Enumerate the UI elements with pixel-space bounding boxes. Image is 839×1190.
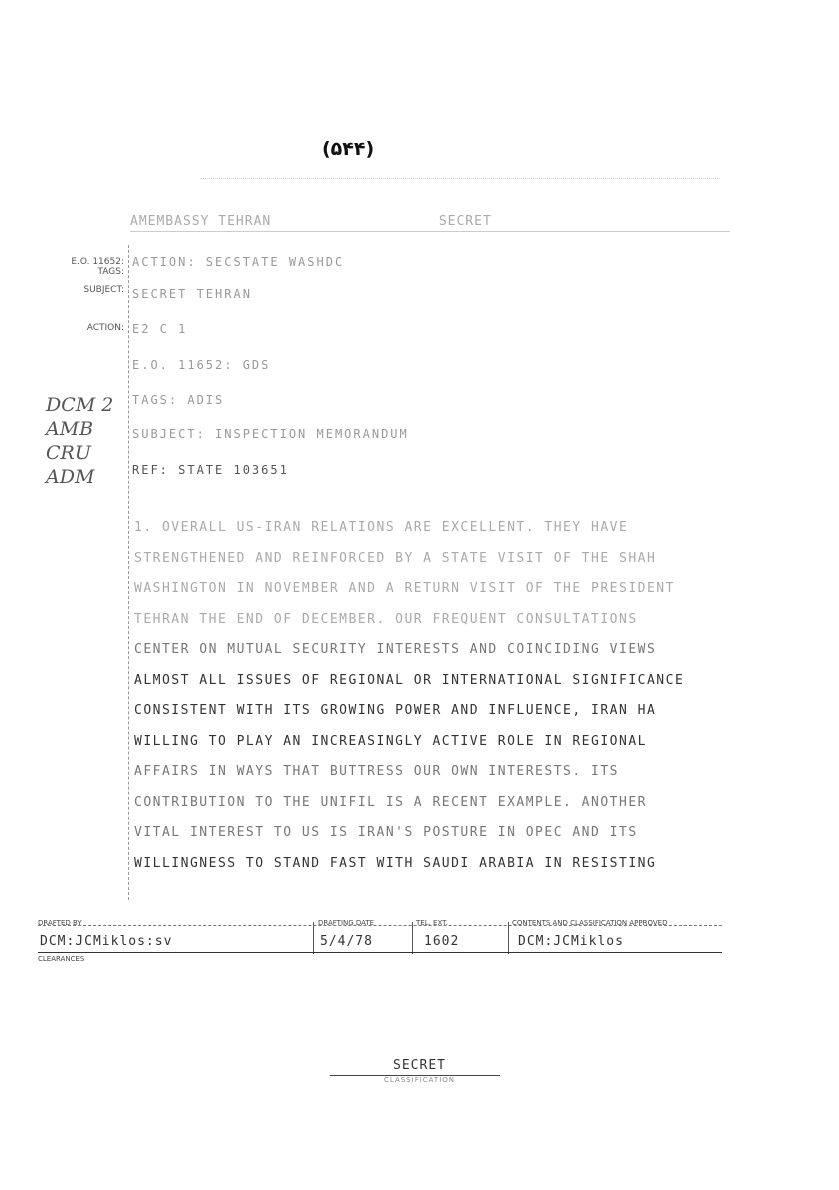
footer-underline bbox=[38, 952, 722, 953]
body-line: TEHRAN THE END OF DECEMBER. OUR FREQUENT CONSULTATIONS bbox=[134, 611, 638, 627]
from-line bbox=[130, 214, 730, 232]
body-line: CENTER ON MUTUAL SECURITY INTERESTS AND COINCIDING VIEWS bbox=[134, 642, 657, 657]
header-tags: TAGS: ADIS bbox=[132, 393, 225, 407]
body-line: 1. OVERALL US-IRAN RELATIONS ARE EXCELLENT. THEY HAVE bbox=[134, 520, 629, 535]
drafted-by-value: DCM:JCMiklos:sv bbox=[40, 934, 173, 949]
header-action: ACTION: SECSTATE WASHDC bbox=[132, 255, 345, 269]
body-line: VITAL INTEREST TO US IS IRAN'S POSTURE IN OPEC AND ITS bbox=[134, 825, 638, 840]
header-action2: E2 C 1 bbox=[132, 322, 188, 336]
from-origin: AMEMBASSY TEHRAN bbox=[130, 214, 272, 229]
drafted-by-label: DRAFTED BY bbox=[38, 919, 82, 927]
clearances-label: CLEARANCES bbox=[38, 955, 85, 963]
margin-label-eo: E.O. 11652: bbox=[71, 257, 124, 267]
message-body bbox=[134, 513, 824, 879]
header-eo: E.O. 11652: GDS bbox=[132, 358, 271, 372]
body-line: WILLINGNESS TO STAND FAST WITH SAUDI ARABIA IN RESISTING bbox=[134, 855, 657, 871]
header-subj: SUBJECT: INSPECTION MEMORANDUM bbox=[132, 427, 409, 441]
handwriting-line: DCM 2 bbox=[46, 394, 114, 416]
body-line: ALMOST ALL ISSUES OF REGIONAL OR INTERNATIONAL SIGNIFICANCE bbox=[134, 672, 685, 688]
margin-label-subject: SUBJECT: bbox=[83, 285, 124, 295]
handwriting-line: AMB bbox=[46, 418, 94, 440]
body-line: WILLING TO PLAY AN INCREASINGLY ACTIVE ROLE IN REGIONAL bbox=[134, 733, 647, 749]
header-subject: SECRET TEHRAN bbox=[132, 287, 252, 301]
handwritten-routing bbox=[46, 393, 126, 489]
tel-ext-label: TEL. EXT. bbox=[416, 919, 448, 927]
body-line: AFFAIRS IN WAYS THAT BUTTRESS OUR OWN INTERESTS. ITS bbox=[134, 764, 619, 779]
classification-sublabel: CLASSIFICATION bbox=[384, 1076, 455, 1084]
classification-marking: SECRET bbox=[393, 1058, 446, 1073]
faint-header-line bbox=[200, 178, 720, 189]
body-line: CONSISTENT WITH ITS GROWING POWER AND INFLUENCE, IRAN HA bbox=[134, 703, 657, 718]
approved-by-value: DCM:JCMiklos bbox=[518, 934, 624, 949]
handwriting-line: ADM bbox=[46, 466, 95, 488]
tel-ext-value: 1602 bbox=[424, 934, 460, 949]
drafting-date-value: 5/4/78 bbox=[320, 934, 373, 949]
margin-label-tags: TAGS: bbox=[97, 267, 124, 277]
margin-divider bbox=[128, 245, 129, 900]
margin-label-action: ACTION: bbox=[86, 323, 124, 333]
approved-label: CONTENTS AND CLASSIFICATION APPROVED bbox=[512, 919, 668, 927]
footer-separator bbox=[412, 922, 413, 954]
footer-separator bbox=[508, 922, 509, 954]
page-number: (۵۴۴) bbox=[322, 138, 375, 160]
body-line: STRENGTHENED AND REINFORCED BY A STATE VISIT OF THE SHAH bbox=[134, 550, 657, 566]
footer-separator bbox=[313, 922, 314, 954]
body-line: CONTRIBUTION TO THE UNIFIL IS A RECENT EXAMPLE. ANOTHER bbox=[134, 794, 647, 810]
body-line: WASHINGTON IN NOVEMBER AND A RETURN VISIT OF THE PRESIDENT bbox=[134, 581, 675, 596]
header-ref: REF: STATE 103651 bbox=[132, 463, 289, 477]
drafting-date-label: DRAFTING DATE bbox=[318, 919, 375, 927]
handwriting-line: CRU bbox=[46, 442, 91, 464]
from-classification: SECRET bbox=[438, 214, 492, 229]
